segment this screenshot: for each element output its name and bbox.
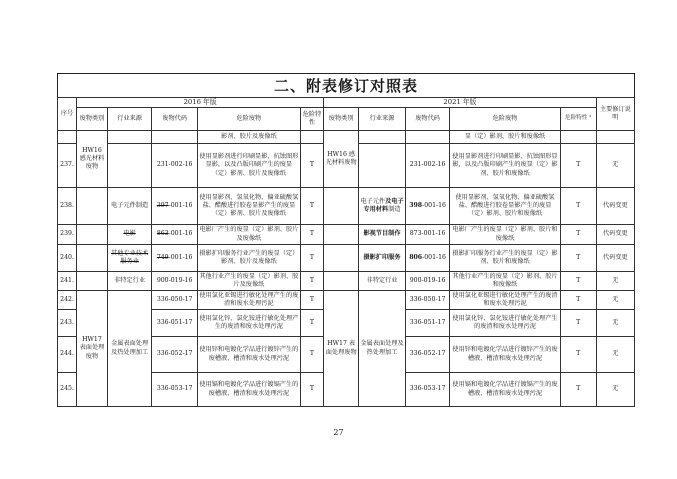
- old-industry: 电影: [107, 225, 152, 245]
- page-number: 27: [333, 428, 344, 437]
- old-code: 336-053-17: [152, 373, 198, 407]
- row-seq: 237.: [58, 144, 77, 188]
- old-waste: 使用锌和电镀化学品进行镀锌产生的废槽液、槽渣和废水处理污泥: [197, 337, 300, 373]
- old-waste: 使用氯化亚锡进行敏化处理产生的废渣和废水处理污泥: [197, 291, 300, 310]
- new-code: 900-019-16: [405, 272, 450, 291]
- new-waste: 使用氯化锌、氯化铵进行敏化处理产生的废渣和废水处理污泥: [450, 310, 560, 337]
- new-category-hw17: HW17 表面处理废物: [324, 291, 359, 407]
- new-code: 336-051-17: [405, 310, 450, 337]
- header-waste-old: 危险废物: [197, 108, 300, 131]
- revision-note: 无: [596, 310, 634, 337]
- edition-old: 2016 年版: [77, 98, 324, 108]
- old-waste: 使用氯化锌、氯化铵进行敏化处理产生的废渣和废水处理污泥: [197, 310, 300, 337]
- header-seq: 序号: [58, 98, 77, 131]
- new-hazard: T: [560, 373, 596, 407]
- table-row: [58, 291, 635, 310]
- header-waste-new: 危险废物: [450, 108, 560, 131]
- row-seq: 245.: [58, 373, 77, 407]
- old-hazard: T: [300, 310, 323, 337]
- old-industry: 电子元件制造: [107, 188, 152, 225]
- new-industry: 摄影扩印服务: [359, 245, 406, 272]
- old-code: 900-019-16: [152, 272, 198, 291]
- header-category-old: 废物类别: [77, 108, 108, 131]
- row-seq: 239.: [58, 225, 77, 245]
- table-row: [58, 245, 635, 272]
- old-industry: 非特定行业: [107, 272, 152, 291]
- new-hazard: T: [560, 291, 596, 310]
- old-hazard: T: [300, 291, 323, 310]
- code-struck: 749: [156, 253, 169, 261]
- new-industry: 非特定行业: [359, 272, 406, 291]
- new-hazard: T: [560, 225, 596, 245]
- old-waste: 其他行业产生的废显（定）影剂、胶片及废像纸: [197, 272, 300, 291]
- new-waste: 摄影扩印服务行业产生的废显（定）影剂、胶片和废像纸: [450, 245, 560, 272]
- comparison-table: [57, 97, 635, 407]
- revision-note: 代码变更: [596, 245, 634, 272]
- header-industry-old: 行业来源: [107, 108, 152, 131]
- header-note: 主要修订说明: [596, 98, 634, 131]
- table-row: [58, 188, 635, 225]
- edition-new: 2021 年版: [324, 98, 597, 108]
- old-waste-cell: 影剂、胶片及废像纸: [197, 131, 300, 144]
- row-seq: 243.: [58, 310, 77, 337]
- old-hazard: T: [300, 225, 323, 245]
- old-code: 749-001-16: [152, 245, 198, 272]
- new-waste: 使用氯化亚锡进行敏化处理产生的废渣和废水处理污泥: [450, 291, 560, 310]
- old-waste: 摄影扩印服务行业产生的废显（定）影剂、胶片及废像纸: [197, 245, 300, 272]
- industry-added: 及电子专用材料: [363, 197, 404, 214]
- revision-note: 无: [596, 272, 634, 291]
- code-struck: 397: [156, 201, 169, 209]
- table-row: [58, 131, 635, 144]
- new-hazard: T: [560, 272, 596, 291]
- new-code: 231-002-16: [405, 144, 450, 188]
- old-waste: 使用镉和电镀化学品进行镀镉产生的废槽液、槽渣和废水处理污泥: [197, 373, 300, 407]
- old-waste: 使用显影剂、氢氧化物、偏亚硫酸氢盐、醋酸进行胶卷显影产生的废显（定）影剂、胶片及废像纸: [197, 188, 300, 225]
- table-row: [58, 225, 635, 245]
- new-waste: 其他行业产生的废显（定）影剂、胶片和废像纸: [450, 272, 560, 291]
- code-struck: 863: [156, 230, 169, 238]
- row-seq: 240.: [58, 245, 77, 272]
- new-code: 873-001-16: [405, 225, 450, 245]
- new-code: 336-050-17: [405, 291, 450, 310]
- header-code-new: 废物代码: [405, 108, 450, 131]
- page-title: 二、附表修订对照表: [57, 73, 635, 97]
- new-hazard: T: [560, 337, 596, 373]
- new-industry: 金属表面处理及热处理加工: [359, 291, 406, 407]
- new-code: 336-052-17: [405, 337, 450, 373]
- old-industry: 其他专业技术服务业: [107, 245, 152, 272]
- new-code: 398-001-16: [405, 188, 450, 225]
- old-code: 336-050-17: [152, 291, 198, 310]
- old-code: 397-001-16: [152, 188, 198, 225]
- revision-note: 代码变更: [596, 225, 634, 245]
- new-waste-cell: 显（定）影剂、胶片和废像纸: [450, 131, 560, 144]
- new-hazard: T: [560, 310, 596, 337]
- new-industry: 影视节目制作: [359, 225, 406, 245]
- revision-note: 无: [596, 337, 634, 373]
- old-hazard: T: [300, 144, 323, 188]
- old-waste: 使用显影剂进行印刷显影、抗蚀图形显影，以及凸版印刷产生的废显（定）影剂、胶片及废像纸: [197, 144, 300, 188]
- revision-note: 代码变更: [596, 188, 634, 225]
- old-category-hw17: HW17 表面处理废物: [77, 291, 108, 407]
- old-category-hw16: HW16 感光材料废物: [77, 131, 108, 188]
- revision-note: 无: [596, 291, 634, 310]
- old-hazard: T: [300, 373, 323, 407]
- old-code: 231-002-16: [152, 144, 198, 188]
- new-waste: 使用显影剂进行印刷显影、抗蚀图形显影，以及凸版印刷产生的废显（定）影剂、胶片和废像纸: [450, 144, 560, 188]
- header-industry-new: 行业来源: [359, 108, 406, 131]
- old-industry: 金属表面处理及热处理加工: [107, 291, 152, 407]
- row-seq: 242.: [58, 291, 77, 310]
- old-hazard: T: [300, 188, 323, 225]
- row-seq: 238.: [58, 188, 77, 225]
- old-waste: 电影厂产生的废显（定）影剂、胶片及废像纸: [197, 225, 300, 245]
- old-code: 863-001-16: [152, 225, 198, 245]
- old-hazard: T: [300, 337, 323, 373]
- new-hazard: T: [560, 245, 596, 272]
- row-seq: 241.: [58, 272, 77, 291]
- old-hazard: T: [300, 245, 323, 272]
- new-code: 806-001-16: [405, 245, 450, 272]
- new-hazard: T: [560, 144, 596, 188]
- code-changed: 398: [409, 201, 423, 209]
- new-category-hw16: HW16 感光材料废物: [324, 131, 359, 188]
- old-code: 336-051-17: [152, 310, 198, 337]
- header-category-new: 废物类别: [324, 108, 359, 131]
- new-industry: 电子元件及电子专用材料制造: [359, 188, 406, 225]
- new-waste: 电影厂产生的废显（定）影剂、胶片和废像纸: [450, 225, 560, 245]
- new-waste: 使用锌和电镀化学品进行镀锌产生的废槽液、槽渣和废水处理污泥: [450, 337, 560, 373]
- table-row: [58, 272, 635, 291]
- header-code-old: 废物代码: [152, 108, 198, 131]
- new-waste: 使用显影剂、氢氧化物、偏亚硫酸氢盐、醋酸进行胶卷显影产生的废显（定）影剂、胶片和废像纸: [450, 188, 560, 225]
- new-code: 336-053-17: [405, 373, 450, 407]
- old-code: 336-052-17: [152, 337, 198, 373]
- new-hazard: T: [560, 188, 596, 225]
- new-waste: 使用镉和电镀化学品进行镀镉产生的废槽液、槽渣和废水处理污泥: [450, 373, 560, 407]
- old-hazard: T: [300, 272, 323, 291]
- code-changed: 806: [409, 253, 423, 261]
- revision-note: 无: [596, 373, 634, 407]
- row-seq: 244.: [58, 337, 77, 373]
- header-hazard-new: 危险特性 ¹: [560, 108, 596, 131]
- revision-note: 无: [596, 144, 634, 188]
- header-hazard-old: 危险特性: [300, 108, 323, 131]
